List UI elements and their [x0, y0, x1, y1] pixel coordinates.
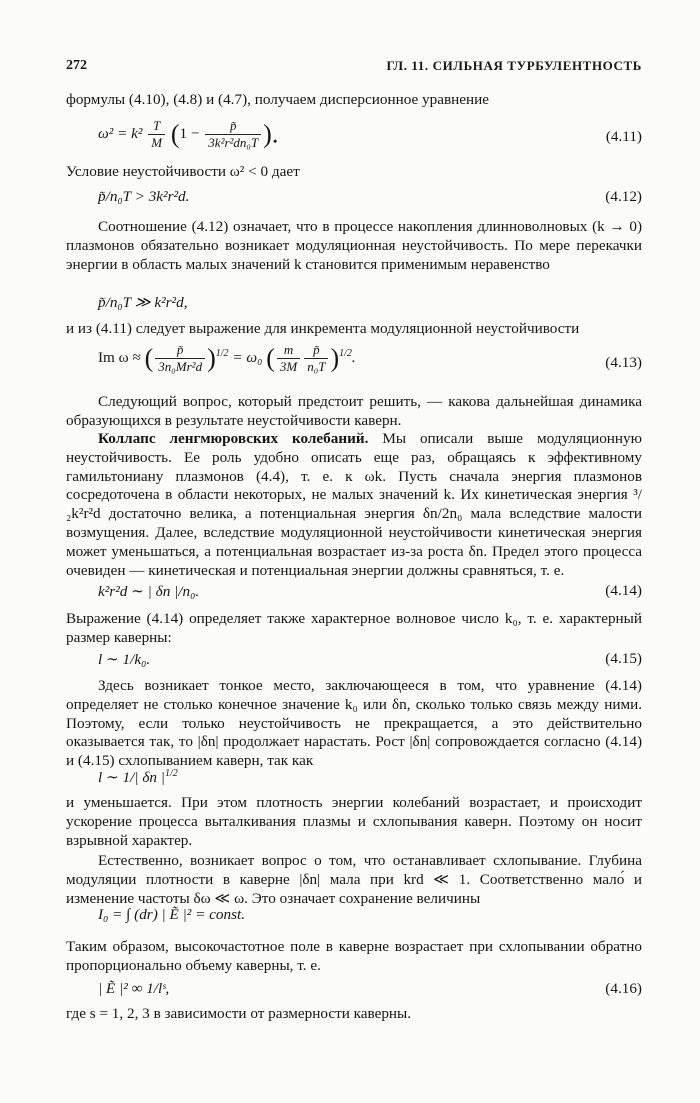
paragraph-11: Таким образом, высокочастотное поле в каверне возрастает при схлопывании обратно пропорционально объему каверны, т. е. [66, 938, 642, 974]
paragraph-12: где s = 1, 2, 3 в зависимости от размерности каверны. [66, 1005, 412, 1022]
equation-label: (4.12) [605, 188, 642, 205]
page-number: 272 [66, 58, 87, 73]
running-title: ГЛ. 11. СИЛЬНАЯ ТУРБУЛЕНТНОСТЬ [386, 58, 642, 73]
equation-label: (4.13) [605, 354, 642, 371]
paragraph-9: и уменьшается. При этом плотность энергии колебаний возрастает, и происходит ускорение процесса выталкивания плазмы и схлопывания каверн. Поэтому он носит взрывной характер. [66, 794, 642, 849]
equation-4-13: Im ω ≈ ( $\frac{p̃}{\text{3n₀Mr²d}}$ )$^{1/2}$ = ω₀ ( $\frac{m}{3M}$ $\frac{p̃}{\text{n₀T}}$ )$^{1/2}$. (4.13) [98, 342, 642, 374]
paragraph-10: Естественно, возникает вопрос о том, что останавливает схлопывание. Глубина модуляции плотности в каверне |δn| мала при krd ≪ 1. Соответственно мало́ и изменение частоты δω ≪ ω. Это означает сохранение величины [66, 852, 642, 907]
paragraph-1: формулы (4.10), (4.8) и (4.7), получаем дисперсионное уравнение [66, 91, 489, 108]
paragraph-4: и из (4.11) следует выражение для инкремента модуляционной неустойчивости [66, 320, 580, 337]
equation-4-11: ω² = k² $\frac{T}{M}$ (1 − $\frac{p̃}{\text{3k²r²dn₀T}}$ ). (4.11) [98, 118, 642, 150]
equation-4-14: k²r²d ∼ | δn |/n₀. (4.14) [98, 582, 642, 600]
inequality: p̃/n₀T ≫ k²r²d, [98, 294, 188, 311]
paragraph-7: Выражение (4.14) определяет также характерное волновое число k₀, т. е. характерный размер каверны: [66, 610, 642, 646]
paragraph-8: Здесь возникает тонкое место, заключающееся в том, что уравнение (4.14) определяет не столько конечное значение k₀ или δn, сколько только связь между ними. Поэтому, если только неустойчивость не прекращается, а это действительно оказывается так, то |δn| продолжает нарастать. Рост |δn| сопровождается согласно (4.14) и (4.15) схлопыванием каверн, так как [66, 677, 642, 770]
paragraph-3: Соотношение (4.12) означает, что в процессе накопления длинноволновых (k → 0) плазмонов обязательно возникает модуляционная неустойчивость. По мере перекачки энергии в область малых значений k становится применимым неравенство [66, 218, 642, 273]
equation-4-12: p̃/n₀T > 3k²r²d. (4.12) [98, 188, 642, 205]
cavity-size-relation: l ∼ 1/| δn $|^{1/2}$ [98, 768, 178, 787]
section-heading: Коллапс ленгмюровских колебаний. [98, 430, 369, 447]
equation-4-15: l ∼ 1/k₀. (4.15) [98, 650, 642, 668]
equation-label: (4.14) [605, 582, 642, 599]
page-header [66, 58, 642, 78]
conservation-equation: I₀ = ∫ (dr) | Ẽ |² = const. [98, 906, 246, 923]
paragraph-6: Коллапс ленгмюровских колебаний. Мы описали выше модуляционную неустойчивость. Ее роль удобно описать еще раз, обращаясь к эффективному гамильтониану плазмонов (4.4), т. е. к ωk. Пусть сначала энергия плазмонов сосредоточена в области некоторых, не малых значений k. Их кинетическая энергия ³/₂k²r²d достаточно велика, а потенциальная энергия δn/2n₀ мала вследствие малости возмущения. Далее, вследствие модуляционной неустойчивости кинетическая энергия может уменьшаться, а потенциальная возрастает из-за роста δn. Предел этого процесса очевиден — кинетическая и потенциальная энергии должны сравняться, т. е. [66, 430, 642, 579]
equation-label: (4.16) [605, 980, 642, 997]
paragraph-2: Условие неустойчивости ω² < 0 дает [66, 163, 300, 180]
equation-label: (4.11) [605, 128, 642, 145]
paragraph-5: Следующий вопрос, который предстоит решить, — какова дальнейшая динамика образующихся в результате неустойчивости каверн. [66, 393, 642, 429]
equation-label: (4.15) [605, 650, 642, 667]
equation-4-16: | Ẽ |² ∞ 1/lˢ, (4.16) [98, 980, 642, 997]
